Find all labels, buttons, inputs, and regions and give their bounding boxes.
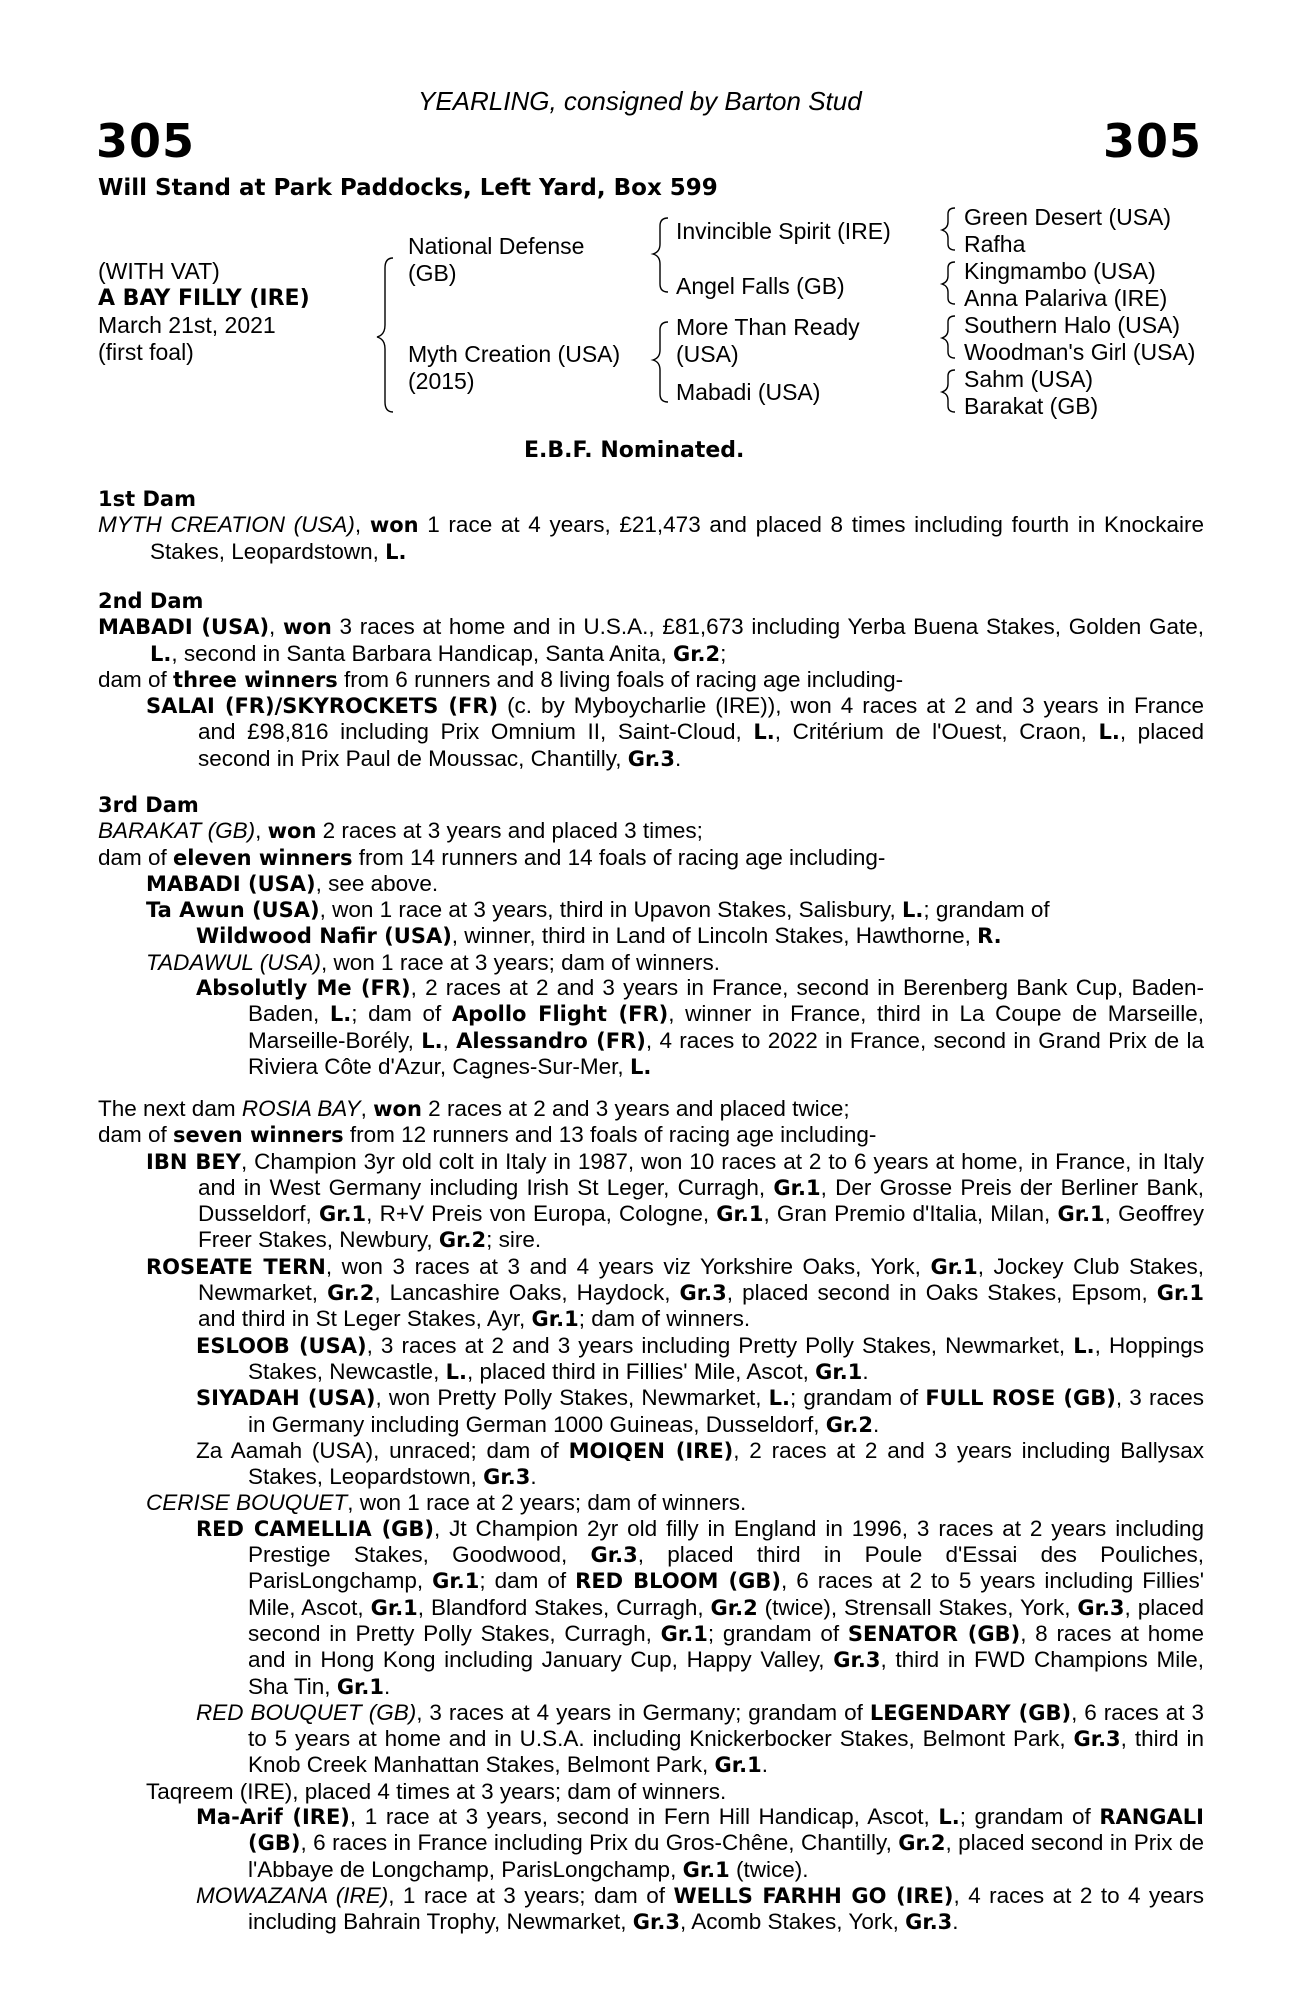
text: , placed second in Pretty Polly Stakes, Curragh, (248, 1594, 1204, 1646)
grade: Gr.3 (590, 1543, 638, 1568)
progeny-name: SENATOR (GB) (847, 1621, 1021, 1646)
dam-sire-name: More Than Ready (676, 314, 860, 340)
text: , 1 race at 3 years, second in Fern Hill Handicap, Ascot, (349, 1804, 939, 1830)
ebf-nominated: E.B.F. Nominated. (524, 438, 745, 463)
progeny-name: LEGENDARY (GB) (869, 1700, 1072, 1725)
text: ; dam of (351, 1001, 452, 1027)
grade: Gr.2 (710, 1595, 758, 1620)
progeny-name: MABADI (USA) (146, 871, 316, 896)
grade: Gr.1 (714, 1753, 762, 1778)
text: , 1 race at 3 years; dam of (388, 1882, 674, 1908)
grade: L. (1098, 720, 1120, 745)
text: , placed second in Prix Paul de Moussac, Chantilly, (198, 719, 1204, 771)
sire-brace (653, 218, 668, 292)
text: . (530, 1464, 537, 1490)
progeny-name: Alessandro (FR) (456, 1028, 646, 1053)
grade: L. (938, 1805, 960, 1830)
gen3-group-1 (964, 204, 1171, 258)
dd-brace (942, 370, 955, 412)
progeny-name: Apollo Flight (FR) (451, 1002, 669, 1027)
text: and third in St Leger Stakes, Ayr, (198, 1306, 532, 1332)
gen3-group-2 (964, 258, 1167, 312)
progeny-name: IBN BEY (146, 1149, 241, 1174)
text: , 6 races in France including Prix du Gros-Chêne, Chantilly, (300, 1830, 899, 1856)
text: . (675, 745, 682, 771)
lot-number-right: 305 (1102, 114, 1202, 168)
text: , placed third in Fillies' Mile, Ascot, (466, 1358, 816, 1384)
text: , won 3 races at 3 and 4 years viz Yorkshire Oaks, York, (325, 1253, 931, 1279)
text: , Jockey Club Stakes, Newmarket, (198, 1253, 1204, 1306)
foaling-date: March 21st, 2021 (98, 312, 276, 338)
text: , 2 races at 2 and 3 years in France, second in Berenberg Bank Cup, Baden-Baden, (248, 975, 1204, 1027)
dam (408, 341, 620, 395)
text: , second in Santa Barbara Handicap, Santa Anita, (171, 640, 673, 666)
text: (c. by Myboycharlie (IRE)), won 4 races at 2 and 3 years in France and £98,816 including Prix Omnium II, Saint-Cloud, (198, 693, 1204, 745)
progeny-name: RED BLOOM (GB) (575, 1569, 781, 1594)
progeny-name: WELLS FARHH GO (IRE) (673, 1883, 954, 1908)
winners-count: three winners (173, 667, 338, 692)
ss-brace (942, 208, 955, 250)
grade: Gr.3 (905, 1910, 953, 1935)
next-dam-section: The next dam ROSIA BAY, won 2 races at 2 and 3 years and placed twice; dam of seven winners from 12 runners and 13 foals of racing age including- IBN BEY, Champion 3yr old colt in Italy in 1987, won 10 races at 2 to 6 years at home, in France, in Italy and in West Germany including Irish St Leger, Curragh, Gr.1, Der Grosse Preis der Berliner Bank, Dusseldorf, Gr.1, R+V Preis von Europa, Cologne, Gr.1, Gran Premio d'Italia, Milan, Gr.1, Geoffrey Freer Stakes, Newbury, Gr.2; sire. ROSEATE TERN, won 3 races at 3 and 4 years viz Yorkshire Oaks, York, Gr.1, Jockey Club Stakes, Newmarket, Gr.2, Lancashire Oaks, Haydock, Gr.3, placed second in Oaks Stakes, Epsom, Gr.1 and third in St Leger Stakes, Ayr, Gr.1; dam of winners. ESLOOB (USA), 3 races at 2 and 3 years including Pretty Polly Stakes, Newmarket, L., Hoppings Stakes, Newcastle, L., placed third in Fillies' Mile, Ascot, Gr.1. SIYADAH (USA), won Pretty Polly Stakes, Newmarket, L.; grandam of FULL ROSE (GB), 3 races in Germany including German 1000 Guineas, Dusseldorf, Gr.2. Za Aamah (USA), unraced; dam of MOIQEN (IRE), 2 races at 2 and 3 years including Ballysax Stakes, Leopardstown, Gr.3. CERISE BOUQUET, won 1 race at 2 years; dam of winners. RED CAMELLIA (GB), Jt Champion 2yr old filly in England in 1996, 3 races at 2 years including Prestige Stakes, Goodwood, Gr.3, placed third in Poule d'Essai des Pouliches, ParisLongchamp, Gr.1; dam of RED BLOOM (GB), 6 races at 2 to 5 years including Fillies' Mile, Ascot, Gr.1, Blandford Stakes, Curragh, Gr.2 (twice), Strensall Stakes, York, Gr.3, placed second in Pretty Polly Stakes, Curragh, Gr.1; grandam of SENATOR (GB), 8 races at home and in Hong Kong including January Cup, Happy Valley, Gr.3, third in FWD Champions Mile, Sha Tin, Gr.1. RED BOUQUET (GB), 3 races at 4 years in Germany; grandam of LEGENDARY (GB), 6 races at 3 to 5 years at home and in U.S.A. including Knickerbocker Stakes, Belmont Park, Gr.3, third in Knob Creek Manhattan Stakes, Belmont Park, Gr.1. Taqreem (IRE), placed 4 times at 3 years; dam of winners. Ma-Arif (IRE), 1 race at 3 years, second in Fern Hill Handicap, Ascot, L.; grandam of RANGALI (GB), 6 races in France including Prix du Gros-Chêne, Chantilly, Gr.2, placed second in Prix de l'Abbaye de Longchamp, ParisLongchamp, Gr.1 (twice). MOWAZANA (IRE), 1 race at 3 years; dam of WELLS FARHH GO (IRE), 4 races at 2 to 4 years including Bahrain Trophy, Newmarket, Gr.3, Acomb Stakes, York, Gr.3. (98, 1096, 1205, 1935)
progeny-name: Ma-Arif (IRE) (196, 1805, 350, 1830)
grade: Gr.3 (1073, 1727, 1121, 1752)
third-dam-heading: 3rd Dam (98, 793, 199, 817)
progeny-name: RANGALI (GB) (248, 1805, 1204, 1856)
sds: Kingmambo (USA) (964, 258, 1156, 284)
dam-name: Myth Creation (USA) (408, 341, 621, 367)
winners-count: seven winners (173, 1123, 344, 1148)
grade: L. (150, 641, 172, 666)
text: Za Aamah (USA), unraced; dam of (196, 1437, 569, 1463)
grade: Gr.1 (682, 1857, 730, 1882)
stand-location: Will Stand at Park Paddocks, Left Yard, Box 599 (98, 175, 718, 201)
grade: L. (753, 720, 775, 745)
text: ; (720, 640, 727, 666)
text: ; grandam of (707, 1620, 848, 1646)
text: , Geoffrey Freer Stakes, Newbury, (198, 1201, 1204, 1253)
progeny-name: RED CAMELLIA (GB) (196, 1516, 435, 1541)
text: dam of (98, 844, 174, 870)
text: ; sire. (486, 1227, 542, 1253)
text: , placed second in Oaks Stakes, Epsom, (726, 1280, 1157, 1306)
text: . (873, 1411, 880, 1437)
text: 2 races at 3 years and placed 3 times; (316, 818, 703, 844)
grade: Gr.2 (672, 641, 721, 666)
text: , third in FWD Champions Mile, Sha Tin, (248, 1647, 1204, 1699)
text: ; grandam of (959, 1804, 1100, 1830)
text: , Lancashire Oaks, Haydock, (374, 1280, 680, 1306)
text: , winner, third in Land of Lincoln Stakes, Hawthorne, (451, 923, 978, 949)
grade: Gr.1 (432, 1569, 480, 1594)
won-label: won (283, 615, 332, 640)
text: Taqreem (IRE), placed 4 times at 3 years; dam of winners. (146, 1778, 727, 1804)
text: The next dam (98, 1096, 242, 1121)
text: ; grandam of (923, 897, 1050, 923)
text: , 3 races at 2 and 3 years including Pretty Polly Stakes, Newmarket, (366, 1332, 1074, 1358)
grade: Gr.3 (679, 1281, 727, 1306)
text: , Acomb Stakes, York, (679, 1909, 906, 1935)
text: , 6 races at 2 to 5 years including Fillies' Mile, Ascot, (248, 1568, 1205, 1620)
text: , Critérium de l'Ouest, Craon, (774, 719, 1099, 745)
won-label: won (267, 819, 317, 844)
lot-number-left: 305 (96, 114, 196, 168)
won-label: won (373, 1097, 422, 1121)
grade: Gr.1 (370, 1595, 418, 1620)
grade: L. (445, 1359, 467, 1384)
progeny-name: Wildwood Nafir (USA) (196, 924, 452, 949)
ddd: Barakat (GB) (964, 393, 1099, 419)
progeny-name: RED BOUQUET (GB) (196, 1699, 417, 1725)
text: from 14 runners and 14 foals of racing age including- (352, 844, 886, 870)
sire-sire: Invincible Spirit (IRE) (676, 218, 891, 244)
text: ; dam of (479, 1568, 576, 1594)
grade: Gr.1 (716, 1202, 764, 1227)
text: , placed second in Prix de l'Abbaye de Longchamp, ParisLongchamp, (248, 1830, 1204, 1882)
text: , 2 races at 2 and 3 years including Ballysax Stakes, Leopardstown, (248, 1437, 1204, 1490)
foal-note: (first foal) (98, 339, 194, 365)
progeny-name: MOIQEN (IRE) (568, 1438, 734, 1463)
sire-name: National Defense (408, 233, 585, 259)
sire (408, 233, 584, 287)
text: , 3 races at 4 years in Germany; grandam of (416, 1699, 870, 1725)
text: , Der Grosse Preis der Berliner Bank, Dusseldorf, (198, 1174, 1204, 1227)
dam-brace (653, 322, 668, 402)
sss: Green Desert (USA) (964, 204, 1172, 230)
text: , Gran Premio d'Italia, Milan, (763, 1201, 1058, 1227)
sire-origin: (GB) (408, 260, 457, 286)
grade: Gr.2 (825, 1412, 873, 1437)
progeny-name: SALAI (FR)/SKYROCKETS (FR) (146, 694, 499, 719)
text: , 6 races at 3 to 5 years at home and in U.S.A. including Knickerbocker Stakes, Belmont Park, (248, 1699, 1205, 1752)
progeny-name: Ta Awun (USA) (146, 898, 320, 923)
grade: Gr.1 (930, 1254, 978, 1279)
won-label: won (369, 513, 419, 538)
sire-dam: Angel Falls (GB) (676, 273, 845, 299)
text: 2 races at 2 and 3 years and placed twice; (421, 1096, 850, 1121)
text: , Blandford Stakes, Curragh, (417, 1594, 711, 1620)
grade: Gr.1 (815, 1359, 863, 1384)
grade: R. (977, 924, 1002, 949)
text: , 8 races at home and in Hong Kong including January Cup, Happy Valley, (248, 1620, 1205, 1673)
dsd: Woodman's Girl (USA) (964, 339, 1196, 365)
text: dam of (98, 666, 174, 692)
grade: Gr.3 (483, 1465, 531, 1490)
grade: L. (768, 1386, 790, 1411)
progeny-name: SIYADAH (USA) (196, 1386, 376, 1411)
text: from 12 runners and 13 foals of racing age including- (343, 1122, 877, 1148)
grade: L. (385, 539, 407, 564)
horse-name: A BAY FILLY (IRE) (98, 286, 310, 311)
dss: Southern Halo (USA) (964, 312, 1181, 338)
grade: Gr.1 (1057, 1202, 1105, 1227)
grade: L. (629, 1054, 652, 1079)
grade: Gr.2 (327, 1281, 375, 1306)
progeny-name: FULL ROSE (GB) (925, 1386, 1116, 1411)
winners-count: eleven winners (173, 845, 353, 870)
vat-note: (WITH VAT) (98, 258, 220, 284)
text: , won Pretty Polly Stakes, Newmarket, (375, 1385, 769, 1411)
grade: Gr.3 (627, 746, 675, 771)
progeny-name: TADAWUL (USA) (146, 949, 322, 975)
grade: Gr.1 (773, 1175, 821, 1200)
text: , third in Knob Creek Manhattan Stakes, Belmont Park, (248, 1726, 1204, 1778)
grade: Gr.3 (632, 1910, 680, 1935)
sd-brace (942, 262, 955, 304)
grade: L. (901, 898, 924, 923)
text: dam of (98, 1122, 174, 1148)
text: (twice). (729, 1856, 809, 1882)
grade: Gr.3 (1077, 1595, 1125, 1620)
text: , R+V Preis von Europa, Cologne, (366, 1201, 717, 1227)
text: from 6 runners and 8 living foals of racing age including- (337, 666, 904, 692)
text: , placed third in Poule d'Essai des Pouliches, ParisLongchamp, (248, 1542, 1204, 1594)
grade: Gr.1 (1156, 1281, 1204, 1306)
progeny-name: ROSEATE TERN (146, 1254, 326, 1279)
text: . (952, 1909, 959, 1935)
grade: Gr.3 (833, 1648, 881, 1673)
text: 3 races at home and in U.S.A., £81,673 including Yerba Buena Stakes, Golden Gate, (331, 614, 1204, 640)
dam-dam: Mabadi (USA) (676, 379, 821, 405)
text: , see above. (315, 870, 439, 896)
text: , Champion 3yr old colt in Italy in 1987, won 10 races at 2 to 6 years at home, in France, in Italy and in West Germany including Irish St Leger, Curragh, (198, 1148, 1204, 1200)
grade: L. (421, 1028, 443, 1053)
text: , winner in France, third in La Coupe de Marseille, Marseille-Borély, (248, 1001, 1204, 1053)
text: (twice), Strensall Stakes, York, (757, 1594, 1078, 1620)
text: , won 1 race at 3 years, third in Upavon Stakes, Salisbury, (319, 897, 902, 923)
grade: L. (329, 1002, 352, 1027)
progeny-name: CERISE BOUQUET (146, 1490, 348, 1516)
ds-brace (942, 316, 955, 358)
second-dam-heading: 2nd Dam (98, 589, 204, 613)
text: , 4 races to 2022 in France, second in Grand Prix de la Riviera Côte d'Azur, Cagnes-Sur-Mer, (248, 1027, 1205, 1079)
progeny-name: Absolutly Me (FR) (196, 976, 411, 1001)
second-dam-section: 2nd Dam MABADI (USA), won 3 races at home and in U.S.A., £81,673 including Yerba Buena Stakes, Golden Gate, L., second in Santa Barbara Handicap, Santa Anita, Gr.2; dam of three winners from 6 runners and 8 living foals of racing age including- SALAI (FR)/SKYROCKETS (FR) (c. by Myboycharlie (IRE)), won 4 races at 2 and 3 years in France and £98,816 including Prix Omnium II, Saint-Cloud, L., Critérium de l'Ouest, Craon, L., placed second in Prix Paul de Moussac, Chantilly, Gr.3. (98, 589, 1204, 771)
grade: Gr.1 (318, 1202, 367, 1227)
grade: Gr.1 (336, 1674, 385, 1699)
second-dam-name: MABADI (USA) (98, 615, 270, 640)
grade: Gr.1 (531, 1307, 579, 1332)
main-brace (377, 258, 393, 412)
first-dam-name: MYTH CREATION (USA) (98, 512, 355, 538)
dds: Sahm (USA) (964, 366, 1094, 392)
grade: Gr.2 (898, 1831, 946, 1856)
text: , 3 races in Germany including German 1000 Guineas, Dusseldorf, (248, 1385, 1204, 1437)
dam-sire (676, 314, 860, 368)
text: , Hoppings Stakes, Newcastle, (248, 1332, 1205, 1384)
progeny-name: ESLOOB (USA) (196, 1333, 367, 1358)
text: , Jt Champion 2yr old filly in England in 1996, 3 races at 2 years including Prestige Stakes, Goodwood, (248, 1515, 1205, 1568)
text: . (384, 1673, 391, 1699)
dam-sire-origin: (USA) (676, 341, 739, 367)
sdd: Anna Palariva (IRE) (964, 285, 1168, 311)
ssd: Rafha (964, 231, 1026, 257)
dam-year: (2015) (408, 368, 475, 394)
gen3-group-3 (964, 312, 1195, 366)
text: ; grandam of (789, 1385, 926, 1411)
text: , (442, 1027, 457, 1053)
text: , won 1 race at 3 years; dam of winners. (321, 949, 720, 975)
first-dam-text: 1 race at 4 years, £21,473 and placed 8 times including fourth in Knockaire Stakes, Leopardstown, (150, 512, 1204, 564)
grade: L. (1073, 1333, 1095, 1358)
grade: Gr.2 (438, 1228, 487, 1253)
next-dam-name: ROSIA BAY (241, 1096, 361, 1121)
progeny-name: MOWAZANA (IRE) (196, 1882, 389, 1908)
text: . (862, 1358, 869, 1384)
third-dam-section: 3rd Dam BARAKAT (GB), won 2 races at 3 years and placed 3 times; dam of eleven winners from 14 runners and 14 foals of racing age including- MABADI (USA), see above. Ta Awun (USA), won 1 race at 3 years, third in Upavon Stakes, Salisbury, L.; grandam of Wildwood Nafir (USA), winner, third in Land of Lincoln Stakes, Hawthorne, R. TADAWUL (USA), won 1 race at 3 years; dam of winners. Absolutly Me (FR), 2 races at 2 and 3 years in France, second in Berenberg Bank Cup, Baden-Baden, L.; dam of Apollo Flight (FR), winner in France, third in La Coupe de Marseille, Marseille-Borély, L., Alessandro (FR), 4 races to 2022 in France, second in Grand Prix de la Riviera Côte d'Azur, Cagnes-Sur-Mer, L. (98, 793, 1205, 1079)
grade: Gr.1 (660, 1621, 708, 1646)
text: , 4 races at 2 to 4 years including Bahrain Trophy, Newmarket, (248, 1882, 1205, 1935)
consignment-line: YEARLING, consigned by Barton Stud (418, 86, 862, 116)
first-dam-heading: 1st Dam (98, 487, 196, 511)
third-dam-name: BARAKAT (GB) (98, 818, 256, 844)
text: . (761, 1752, 768, 1778)
first-dam-section: 1st Dam MYTH CREATION (USA), won 1 race at 4 years, £21,473 and placed 8 times including fourth in Knockaire Stakes, Leopardstown, L. (98, 487, 1204, 564)
gen3-group-4 (964, 366, 1098, 420)
text: ; dam of winners. (578, 1306, 751, 1332)
text: , won 1 race at 2 years; dam of winners. (347, 1490, 747, 1516)
